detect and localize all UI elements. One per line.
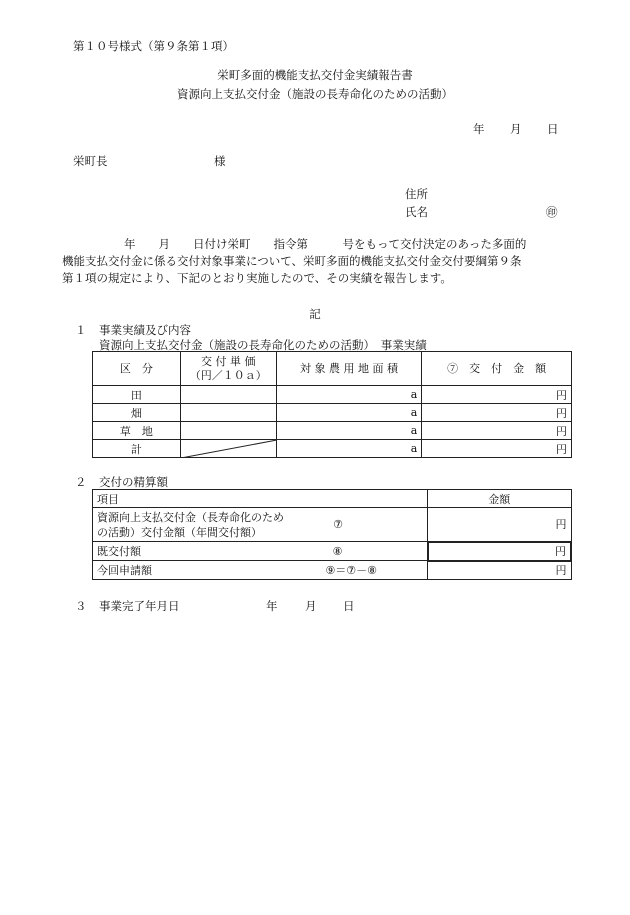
table-row — [93, 404, 572, 422]
ki-heading: 記 — [309, 307, 321, 321]
item-label: 既交付額 — [97, 545, 141, 558]
header-unit-price — [180, 352, 276, 386]
address-label: 住所 — [405, 187, 428, 201]
document-title: 栄町多面的機能支払交付金実績報告書 — [217, 68, 413, 82]
body-text-line2: 機能支払交付金に係る交付対象事業について、栄町多面的機能支払交付金交付要綱第９条 — [62, 254, 522, 268]
area-cell[interactable]: a — [276, 422, 422, 440]
unit-price-cell-crossed — [180, 440, 276, 458]
table-row — [93, 561, 572, 580]
header-amount: 金額 — [428, 490, 571, 508]
table-row — [93, 386, 572, 404]
section3-number: ３ — [75, 599, 87, 613]
item-mark: ⑨＝⑦－⑧ — [325, 563, 378, 577]
row-category: 畑 — [93, 404, 181, 422]
table-header-row — [93, 490, 572, 508]
date-month: 月 — [510, 122, 522, 136]
row-category: 計 — [93, 440, 181, 458]
item-mark: ⑦ — [333, 518, 344, 531]
header-category: 区 分 — [93, 352, 181, 386]
table-row — [93, 422, 572, 440]
settlement-item — [93, 508, 428, 542]
table-row — [93, 542, 572, 561]
item-mark: ⑧ — [332, 544, 343, 558]
amount-cell[interactable]: 円 — [422, 404, 572, 422]
section1-subheading: 資源向上支払交付金（施設の長寿命化のための活動） 事業実績 — [99, 338, 427, 352]
body-text-line3: 第１項の規定により、下記のとおり実施したので、その実績を報告します。 — [62, 271, 452, 285]
settlement-item — [93, 561, 428, 580]
completion-year: 年 — [266, 599, 278, 613]
section1-number: １ — [75, 323, 87, 337]
body-text-line1: 年 月 日付け栄町 指令第 号をもって交付決定のあった多面的 — [124, 237, 527, 251]
amount-cell[interactable]: 円 — [428, 542, 571, 561]
completion-month: 月 — [305, 599, 317, 613]
results-table — [92, 351, 572, 458]
header-unit-price-line1: 交 付 単 価 — [201, 354, 256, 368]
section2-number: ２ — [75, 475, 87, 489]
amount-cell[interactable]: 円 — [428, 508, 571, 542]
header-amount: ⑦ 交 付 金 額 — [422, 352, 572, 386]
section2-heading: 交付の精算額 — [99, 475, 168, 489]
name-label: 氏名 — [405, 205, 428, 219]
area-cell[interactable]: a — [276, 386, 422, 404]
row-category: 草 地 — [93, 422, 181, 440]
date-day: 日 — [547, 122, 559, 136]
addressee-name: 栄町長 — [73, 154, 108, 168]
amount-cell[interactable]: 円 — [428, 561, 571, 580]
area-cell[interactable]: a — [276, 404, 422, 422]
table-header-row — [93, 352, 572, 386]
section1-heading: 事業実績及び内容 — [99, 323, 191, 337]
amount-cell[interactable]: 円 — [422, 386, 572, 404]
document-subtitle: 資源向上支払交付金（施設の長寿命化のための活動） — [177, 87, 453, 101]
unit-price-cell[interactable] — [180, 404, 276, 422]
item-label-line1: 資源向上支払交付金（長寿命化のため — [97, 510, 284, 524]
seal-mark: ㊞ — [546, 205, 558, 219]
header-unit-price-line2: （円／１０ａ） — [189, 368, 267, 382]
item-label-line2: の活動）交付金額（年間交付額） — [97, 525, 262, 539]
area-cell[interactable]: a — [276, 440, 422, 458]
unit-price-cell[interactable] — [180, 422, 276, 440]
table-row-total — [93, 440, 572, 458]
addressee-honorific: 様 — [214, 154, 226, 168]
header-area: 対 象 農 用 地 面 積 — [276, 352, 422, 386]
header-item: 項目 — [93, 490, 428, 508]
amount-cell[interactable]: 円 — [422, 422, 572, 440]
completion-day: 日 — [343, 599, 355, 613]
table-row — [93, 508, 572, 542]
form-number: 第１０号様式（第９条第１項） — [73, 39, 234, 53]
section3-heading: 事業完了年月日 — [99, 599, 180, 613]
item-label: 今回申請額 — [97, 563, 152, 577]
settlement-table — [92, 489, 572, 580]
amount-cell[interactable]: 円 — [422, 440, 572, 458]
date-year: 年 — [473, 122, 485, 136]
settlement-item — [93, 542, 428, 561]
diagonal-strike — [181, 440, 277, 458]
unit-price-cell[interactable] — [180, 386, 276, 404]
row-category: 田 — [93, 386, 181, 404]
